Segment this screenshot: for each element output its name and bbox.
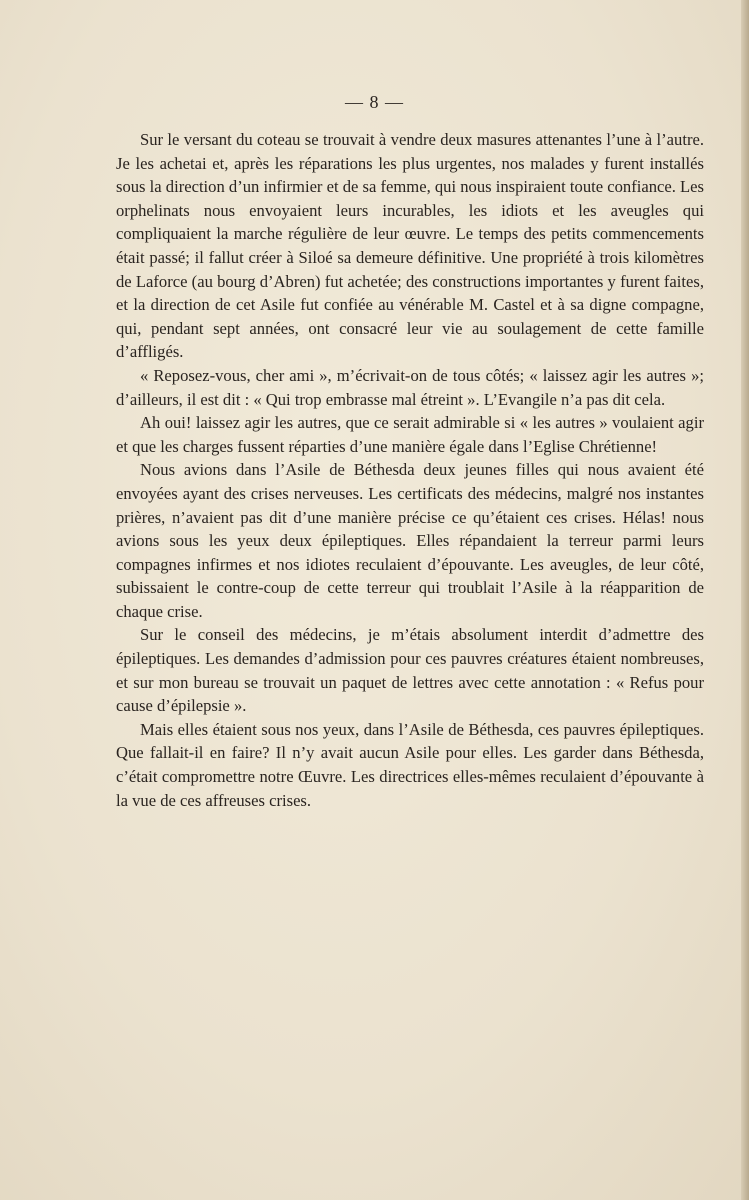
paragraph: Sur le conseil des médecins, je m’étais absolument interdit d’admettre des épileptiques. Les demandes d’admission pour ces pauvres créatures étaient nombreuses, et sur mon bureau se trouvait un paquet de lettres avec cette annotation : « Refus pour cause d’épilepsie ». [116,625,704,716]
body-text [116,128,704,812]
paragraph: « Reposez-vous, cher ami », m’écrivait-on de tous côtés; « laissez agir les autres »; d’ailleurs, il est dit : « Qui trop embrasse mal étreint ». L’Evangile n’a pas dit cela. [116,365,704,409]
page-number: — 8 — [345,92,404,112]
paragraph: Sur le versant du coteau se trouvait à vendre deux masures attenantes l’une à l’autre. Je les achetai et, après les réparations les plus urgentes, nos malades y furent installés sous la direction d’un infirmier et de sa femme, qui nous inspiraient toute confiance. Les orphelinats nous envoyaient leurs incurables, les idiots et les aveugles qui compliquaient la marche régulière de leur œuvre. Le temps des petits commencements était passé; il fallut créer à Siloé sa demeure définitive. Une propriété à trois kilomètres de Laforce (au bourg d’Abren) fut achetée; des constructions importantes y furent faites, et la direction de cet Asile fut confiée au vénérable M. Castel et à sa digne compagne, qui, pendant sept années, ont consacré leur vie au soulagement de cette famille d’affligés. [116,130,704,362]
paragraph: Mais elles étaient sous nos yeux, dans l’Asile de Béthesda, ces pauvres épileptiques. Que fallait-il en faire? Il n’y avait aucun Asile pour elles. Les garder dans Béthesda, c’était compromettre notre Œuvre. Les directrices elles-mêmes reculaient d’épouvante à la vue de ces affreuses crises. [116,719,704,810]
paragraph: Nous avions dans l’Asile de Béthesda deux jeunes filles qui nous avaient été envoyées ayant des crises nerveuses. Les certificats des médecins, malgré nos instantes prières, n’avaient pas dit d’une manière précise ce qu’étaient ces crises. Hélas! nous avions sous les yeux deux épileptiques. Elles répandaient la terreur parmi leurs compagnes infirmes et nos idiotes reculaient d’épouvante. Les aveugles, de leur côté, subissaient le contre-coup de cette terreur qui troublait l’Asile à la réapparition de chaque crise. [116,460,704,621]
paragraph: Ah oui! laissez agir les autres, que ce serait admirable si « les autres » voulaient agir et que les charges fussent réparties d’une manière égale dans l’Eglise Chrétienne! [116,413,704,456]
page-edge [741,0,749,1200]
